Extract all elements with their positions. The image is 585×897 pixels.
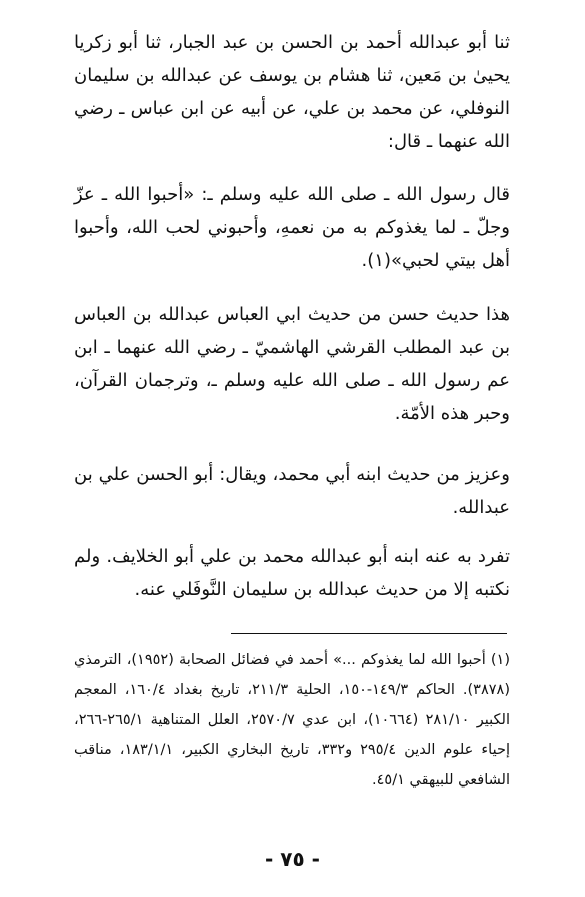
footnote-divider — [231, 633, 507, 634]
main-text-block — [74, 178, 510, 277]
paragraph-transmission: تفرد به عنه ابنه أبو عبدالله محمد بن علي أبو الخلايف. ولم نكتبه إلا من حديث عبدالله بن سليمان النَّوفَلي عنه. — [74, 546, 510, 600]
paragraph-isnad: ثنا أبو عبدالله أحمد بن الحسن بن عبد الجبار، ثنا أبو زكريا يحيىٰ بن مَعين، ثنا هشام بن يوسف عن عبدالله بن سليمان النوفلي، عن محمد بن علي، عن أبيه عن ابن عباس ـ رضي الله عنهما ـ قال: — [74, 32, 510, 152]
page-number: - ٧٥ - — [265, 847, 320, 871]
main-text-block — [74, 540, 510, 606]
main-text-block — [74, 458, 510, 524]
paragraph-hadith: قال رسول الله ـ صلى الله عليه وسلم ـ: «أحبوا الله ـ عزّ وجلّ ـ لما يغذوكم به من نعمهِ، وأحبوني لحب الله، وأحبوا أهل بيتي لحبي»(١). — [74, 184, 510, 271]
main-text-block — [74, 298, 510, 430]
paragraph-grading: هذا حديث حسن من حديث ابي العباس عبدالله بن العباس بن عبد المطلب القرشي الهاشميّ ـ رضي الله عنهما ـ ابن عم رسول الله ـ صلى الله عليه وسلم ـ، وترجمان القرآن، وحبر هذه الأمّة. — [74, 304, 510, 424]
footnote: (١) أحبوا الله لما يغذوكم ...» أحمد في فضائل الصحابة (١٩٥٢)، الترمذي (٣٨٧٨). الحاكم ١٤٩/٣-١٥٠، الحلية ٢١١/٣، تاريخ بغداد ١٦٠/٤، المعجم الكبير ٢٨١/١٠ (١٠٦٦٤)، ابن عدي ٢٥٧٠/٧، العلل المتناهية ٢٦٥/١-٢٦٦، إحياء علوم الدين ٢٩٥/٤ و٣٣٢، تاريخ البخاري الكبير، ١٨٣/١/١، مناقب الشافعي للبيهقي ٤٥/١. — [74, 652, 511, 788]
main-text-block — [74, 26, 510, 158]
paragraph-rarity: وعزيز من حديث ابنه أبي محمد، ويقال: أبو الحسن علي بن عبدالله. — [74, 464, 510, 518]
